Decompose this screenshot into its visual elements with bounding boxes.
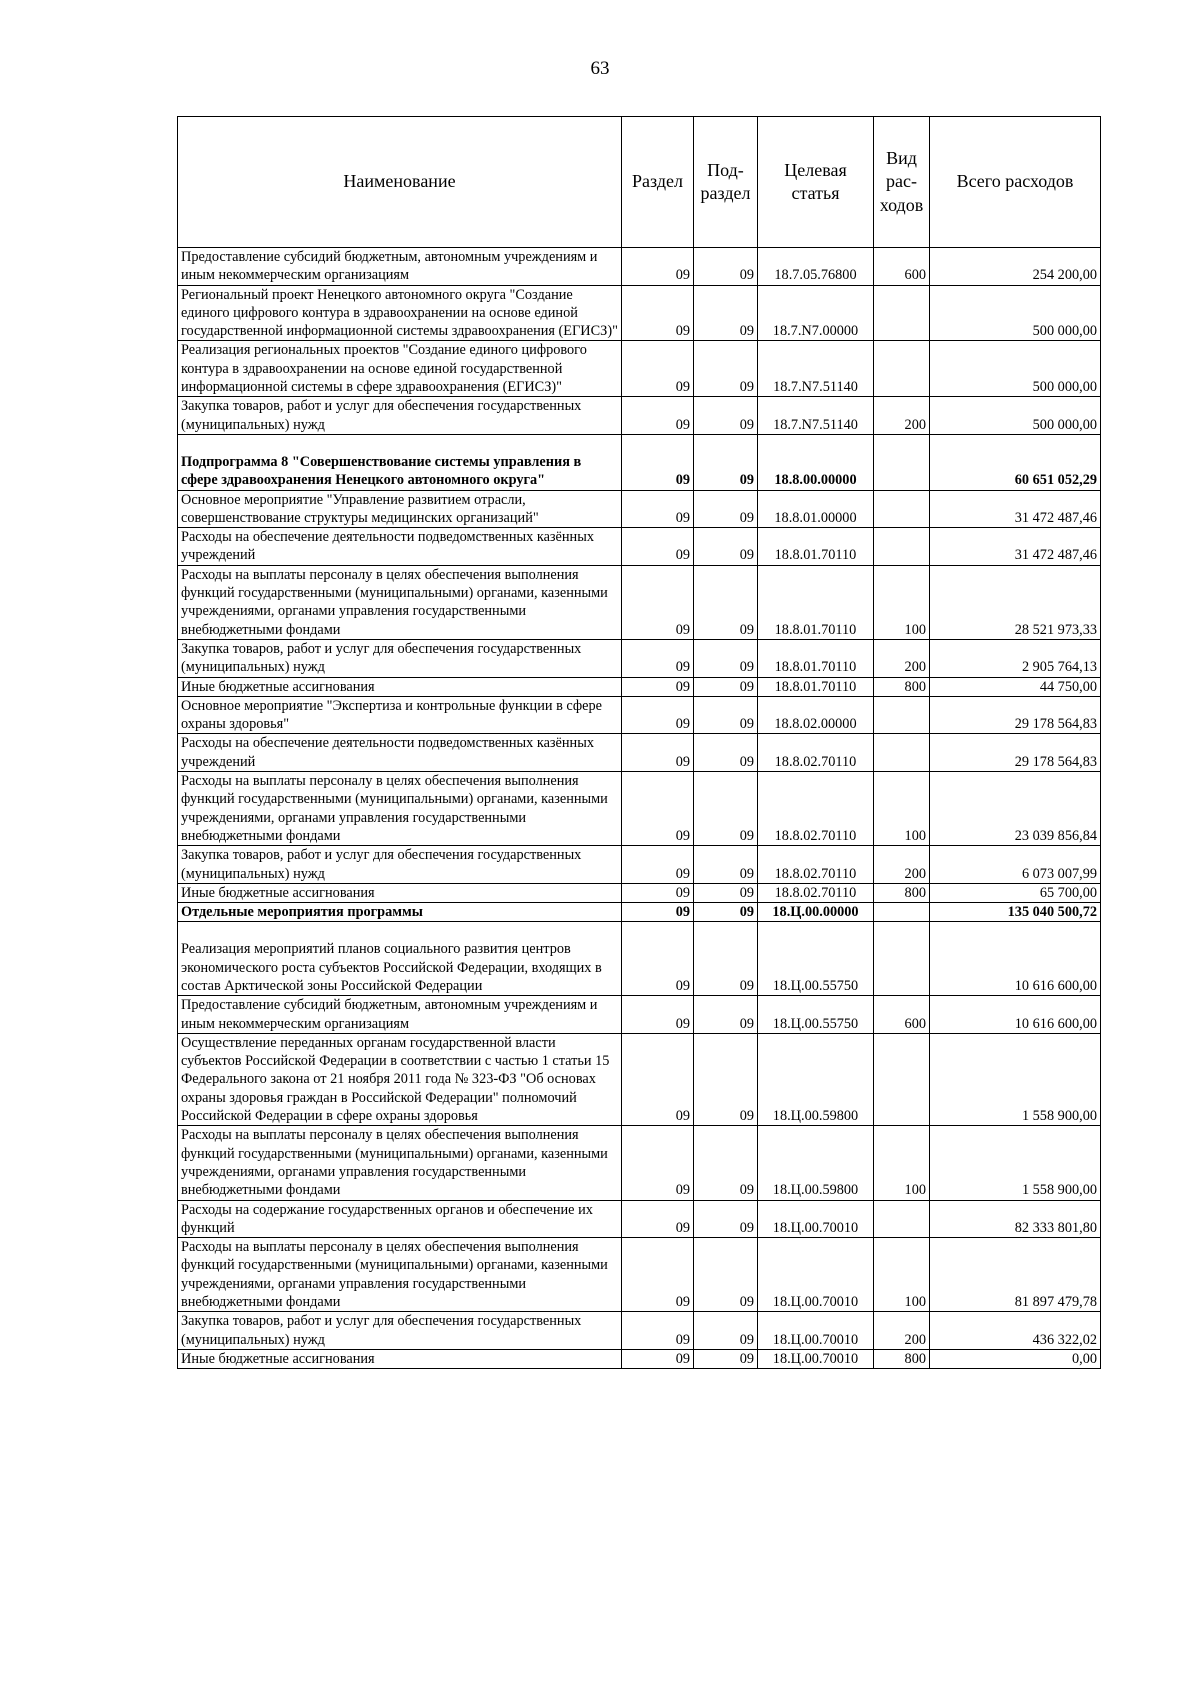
cell-razdel: 09 <box>622 248 694 286</box>
header-vid-raskhodov: Вид рас- ходов <box>874 117 930 248</box>
cell-podrazdel: 09 <box>694 490 758 528</box>
table-row <box>178 677 1101 696</box>
cell-razdel: 09 <box>622 1033 694 1125</box>
cell-tselevaya-statya: 18.7.N7.00000 <box>758 285 874 341</box>
cell-podrazdel: 09 <box>694 996 758 1034</box>
cell-podrazdel: 09 <box>694 248 758 286</box>
cell-razdel: 09 <box>622 434 694 490</box>
cell-podrazdel: 09 <box>694 639 758 677</box>
cell-tselevaya-statya: 18.Ц.00.59800 <box>758 1033 874 1125</box>
cell-name: Закупка товаров, работ и услуг для обеспечения государственных (муниципальных) нужд <box>178 1312 622 1350</box>
table-row <box>178 434 1101 490</box>
cell-name: Осуществление переданных органам государственной власти субъектов Российской Федерации в соответствии с частью 1 статьи 15 Федерального закона от 21 ноября 2011 года № 323-ФЗ "Об основах охраны здоровья граждан в Российской Федерации" полномочий Российской Федерации в сфере охраны здоровья <box>178 1033 622 1125</box>
cell-razdel: 09 <box>622 1312 694 1350</box>
header-podrazdel: Под- раздел <box>694 117 758 248</box>
cell-razdel: 09 <box>622 734 694 772</box>
cell-total: 31 472 487,46 <box>930 528 1101 566</box>
cell-vid-raskhodov: 200 <box>874 1312 930 1350</box>
cell-total: 6 073 007,99 <box>930 846 1101 884</box>
cell-total: 81 897 479,78 <box>930 1238 1101 1312</box>
cell-razdel: 09 <box>622 696 694 734</box>
cell-podrazdel: 09 <box>694 696 758 734</box>
cell-podrazdel: 09 <box>694 922 758 996</box>
cell-name: Иные бюджетные ассигнования <box>178 1349 622 1368</box>
table-row <box>178 1349 1101 1368</box>
cell-name: Основное мероприятие "Управление развитием отрасли, совершенствование структуры медицинских организаций" <box>178 490 622 528</box>
cell-razdel: 09 <box>622 1238 694 1312</box>
cell-vid-raskhodov: 200 <box>874 639 930 677</box>
cell-vid-raskhodov <box>874 434 930 490</box>
table-row <box>178 341 1101 397</box>
cell-name: Расходы на содержание государственных органов и обеспечение их функций <box>178 1200 622 1238</box>
cell-total: 10 616 600,00 <box>930 996 1101 1034</box>
cell-tselevaya-statya: 18.8.01.70110 <box>758 639 874 677</box>
cell-razdel: 09 <box>622 285 694 341</box>
cell-name: Расходы на выплаты персоналу в целях обеспечения выполнения функций государственными (муниципальными) органами, казенными учреждениями, органами управления государственными внебюджетными фондами <box>178 772 622 846</box>
cell-podrazdel: 09 <box>694 1200 758 1238</box>
header-tselevaya-statya: Целевая статья <box>758 117 874 248</box>
cell-name: Расходы на выплаты персоналу в целях обеспечения выполнения функций государственными (муниципальными) органами, казенными учреждениями, органами управления государственными внебюджетными фондами <box>178 1126 622 1200</box>
cell-vid-raskhodov: 200 <box>874 846 930 884</box>
cell-tselevaya-statya: 18.8.00.00000 <box>758 434 874 490</box>
cell-podrazdel: 09 <box>694 846 758 884</box>
cell-tselevaya-statya: 18.7.N7.51140 <box>758 397 874 435</box>
cell-tselevaya-statya: 18.8.02.70110 <box>758 846 874 884</box>
table-row <box>178 490 1101 528</box>
cell-total: 254 200,00 <box>930 248 1101 286</box>
table-row <box>178 846 1101 884</box>
cell-vid-raskhodov <box>874 1033 930 1125</box>
cell-razdel: 09 <box>622 397 694 435</box>
cell-tselevaya-statya: 18.Ц.00.55750 <box>758 996 874 1034</box>
cell-podrazdel: 09 <box>694 883 758 902</box>
header-razdel: Раздел <box>622 117 694 248</box>
cell-total: 29 178 564,83 <box>930 734 1101 772</box>
cell-tselevaya-statya: 18.8.02.70110 <box>758 883 874 902</box>
cell-tselevaya-statya: 18.7.05.76800 <box>758 248 874 286</box>
cell-razdel: 09 <box>622 883 694 902</box>
cell-vid-raskhodov <box>874 285 930 341</box>
table-header-row <box>178 117 1101 248</box>
cell-razdel: 09 <box>622 528 694 566</box>
cell-vid-raskhodov <box>874 528 930 566</box>
cell-tselevaya-statya: 18.8.01.70110 <box>758 677 874 696</box>
cell-podrazdel: 09 <box>694 734 758 772</box>
cell-name: Реализация мероприятий планов социального развития центров экономического роста субъектов Российской Федерации, входящих в состав Арктической зоны Российской Федерации <box>178 922 622 996</box>
cell-vid-raskhodov: 600 <box>874 996 930 1034</box>
cell-vid-raskhodov: 100 <box>874 565 930 639</box>
budget-table <box>177 116 1101 1369</box>
cell-name: Закупка товаров, работ и услуг для обеспечения государственных (муниципальных) нужд <box>178 846 622 884</box>
table-row <box>178 248 1101 286</box>
cell-podrazdel: 09 <box>694 772 758 846</box>
cell-name: Иные бюджетные ассигнования <box>178 883 622 902</box>
table-row <box>178 772 1101 846</box>
cell-tselevaya-statya: 18.8.02.70110 <box>758 772 874 846</box>
table-row <box>178 1033 1101 1125</box>
cell-razdel: 09 <box>622 922 694 996</box>
cell-name: Закупка товаров, работ и услуг для обеспечения государственных (муниципальных) нужд <box>178 639 622 677</box>
cell-total: 2 905 764,13 <box>930 639 1101 677</box>
cell-vid-raskhodov: 200 <box>874 397 930 435</box>
cell-vid-raskhodov <box>874 734 930 772</box>
cell-podrazdel: 09 <box>694 677 758 696</box>
cell-total: 500 000,00 <box>930 341 1101 397</box>
cell-razdel: 09 <box>622 1200 694 1238</box>
table-row <box>178 285 1101 341</box>
cell-vid-raskhodov: 600 <box>874 248 930 286</box>
cell-name: Предоставление субсидий бюджетным, автономным учреждениям и иным некоммерческим организациям <box>178 248 622 286</box>
cell-name: Основное мероприятие "Экспертиза и контрольные функции в сфере охраны здоровья" <box>178 696 622 734</box>
cell-vid-raskhodov: 100 <box>874 772 930 846</box>
cell-name: Расходы на выплаты персоналу в целях обеспечения выполнения функций государственными (муниципальными) органами, казенными учреждениями, органами управления государственными внебюджетными фондами <box>178 1238 622 1312</box>
cell-vid-raskhodov <box>874 922 930 996</box>
cell-name: Региональный проект Ненецкого автономного округа "Создание единого цифрового контура в здравоохранении на основе единой государственной информационной системы здравоохранения (ЕГИСЗ)" <box>178 285 622 341</box>
cell-total: 23 039 856,84 <box>930 772 1101 846</box>
cell-total: 10 616 600,00 <box>930 922 1101 996</box>
header-total: Всего расходов <box>930 117 1101 248</box>
cell-razdel: 09 <box>622 996 694 1034</box>
cell-vid-raskhodov <box>874 903 930 922</box>
cell-tselevaya-statya: 18.8.01.70110 <box>758 528 874 566</box>
table-row <box>178 528 1101 566</box>
cell-podrazdel: 09 <box>694 903 758 922</box>
cell-name: Расходы на обеспечение деятельности подведомственных казённых учреждений <box>178 734 622 772</box>
cell-tselevaya-statya: 18.Ц.00.70010 <box>758 1312 874 1350</box>
cell-podrazdel: 09 <box>694 565 758 639</box>
cell-razdel: 09 <box>622 903 694 922</box>
cell-razdel: 09 <box>622 639 694 677</box>
cell-total: 31 472 487,46 <box>930 490 1101 528</box>
cell-vid-raskhodov: 800 <box>874 677 930 696</box>
cell-tselevaya-statya: 18.Ц.00.70010 <box>758 1349 874 1368</box>
cell-podrazdel: 09 <box>694 285 758 341</box>
cell-name: Предоставление субсидий бюджетным, автономным учреждениям и иным некоммерческим организациям <box>178 996 622 1034</box>
cell-vid-raskhodov: 800 <box>874 883 930 902</box>
table-row <box>178 565 1101 639</box>
table-row <box>178 903 1101 922</box>
table-row <box>178 1126 1101 1200</box>
table-body <box>178 248 1101 1369</box>
cell-vid-raskhodov <box>874 490 930 528</box>
cell-tselevaya-statya: 18.8.01.70110 <box>758 565 874 639</box>
cell-vid-raskhodov <box>874 341 930 397</box>
cell-total: 500 000,00 <box>930 397 1101 435</box>
cell-total: 82 333 801,80 <box>930 1200 1101 1238</box>
cell-razdel: 09 <box>622 341 694 397</box>
cell-tselevaya-statya: 18.8.02.70110 <box>758 734 874 772</box>
table-row <box>178 696 1101 734</box>
cell-total: 1 558 900,00 <box>930 1126 1101 1200</box>
cell-razdel: 09 <box>622 1126 694 1200</box>
cell-podrazdel: 09 <box>694 1349 758 1368</box>
cell-vid-raskhodov <box>874 696 930 734</box>
cell-podrazdel: 09 <box>694 528 758 566</box>
cell-total: 500 000,00 <box>930 285 1101 341</box>
cell-razdel: 09 <box>622 490 694 528</box>
cell-tselevaya-statya: 18.Ц.00.55750 <box>758 922 874 996</box>
cell-razdel: 09 <box>622 772 694 846</box>
table-row <box>178 1312 1101 1350</box>
cell-tselevaya-statya: 18.8.01.00000 <box>758 490 874 528</box>
table-row <box>178 1200 1101 1238</box>
cell-razdel: 09 <box>622 677 694 696</box>
table-row <box>178 734 1101 772</box>
cell-podrazdel: 09 <box>694 1033 758 1125</box>
cell-podrazdel: 09 <box>694 397 758 435</box>
table-row <box>178 883 1101 902</box>
cell-razdel: 09 <box>622 565 694 639</box>
cell-tselevaya-statya: 18.Ц.00.70010 <box>758 1238 874 1312</box>
table-row <box>178 397 1101 435</box>
cell-vid-raskhodov: 800 <box>874 1349 930 1368</box>
cell-tselevaya-statya: 18.Ц.00.59800 <box>758 1126 874 1200</box>
cell-vid-raskhodov: 100 <box>874 1126 930 1200</box>
cell-name: Отдельные мероприятия программы <box>178 903 622 922</box>
cell-total: 65 700,00 <box>930 883 1101 902</box>
cell-name: Закупка товаров, работ и услуг для обеспечения государственных (муниципальных) нужд <box>178 397 622 435</box>
cell-podrazdel: 09 <box>694 341 758 397</box>
table-row <box>178 922 1101 996</box>
cell-total: 436 322,02 <box>930 1312 1101 1350</box>
cell-total: 44 750,00 <box>930 677 1101 696</box>
cell-total: 29 178 564,83 <box>930 696 1101 734</box>
cell-total: 135 040 500,72 <box>930 903 1101 922</box>
cell-tselevaya-statya: 18.7.N7.51140 <box>758 341 874 397</box>
cell-name: Расходы на выплаты персоналу в целях обеспечения выполнения функций государственными (муниципальными) органами, казенными учреждениями, органами управления государственными внебюджетными фондами <box>178 565 622 639</box>
table-row <box>178 1238 1101 1312</box>
cell-name: Подпрограмма 8 "Совершенствование системы управления в сфере здравоохранения Ненецкого автономного округа" <box>178 434 622 490</box>
page-number: 63 <box>590 58 610 79</box>
cell-vid-raskhodov <box>874 1200 930 1238</box>
cell-razdel: 09 <box>622 1349 694 1368</box>
cell-podrazdel: 09 <box>694 1238 758 1312</box>
table-row <box>178 996 1101 1034</box>
cell-razdel: 09 <box>622 846 694 884</box>
cell-total: 28 521 973,33 <box>930 565 1101 639</box>
cell-podrazdel: 09 <box>694 1312 758 1350</box>
table-row <box>178 639 1101 677</box>
cell-tselevaya-statya: 18.Ц.00.00000 <box>758 903 874 922</box>
cell-vid-raskhodov: 100 <box>874 1238 930 1312</box>
cell-tselevaya-statya: 18.8.02.00000 <box>758 696 874 734</box>
cell-podrazdel: 09 <box>694 434 758 490</box>
cell-name: Реализация региональных проектов "Создание единого цифрового контура в здравоохранении на основе единой государственной информационной системы в сфере здравоохранения (ЕГИСЗ)" <box>178 341 622 397</box>
cell-total: 60 651 052,29 <box>930 434 1101 490</box>
cell-podrazdel: 09 <box>694 1126 758 1200</box>
cell-name: Иные бюджетные ассигнования <box>178 677 622 696</box>
cell-total: 1 558 900,00 <box>930 1033 1101 1125</box>
cell-total: 0,00 <box>930 1349 1101 1368</box>
cell-name: Расходы на обеспечение деятельности подведомственных казённых учреждений <box>178 528 622 566</box>
header-name: Наименование <box>178 117 622 248</box>
cell-tselevaya-statya: 18.Ц.00.70010 <box>758 1200 874 1238</box>
